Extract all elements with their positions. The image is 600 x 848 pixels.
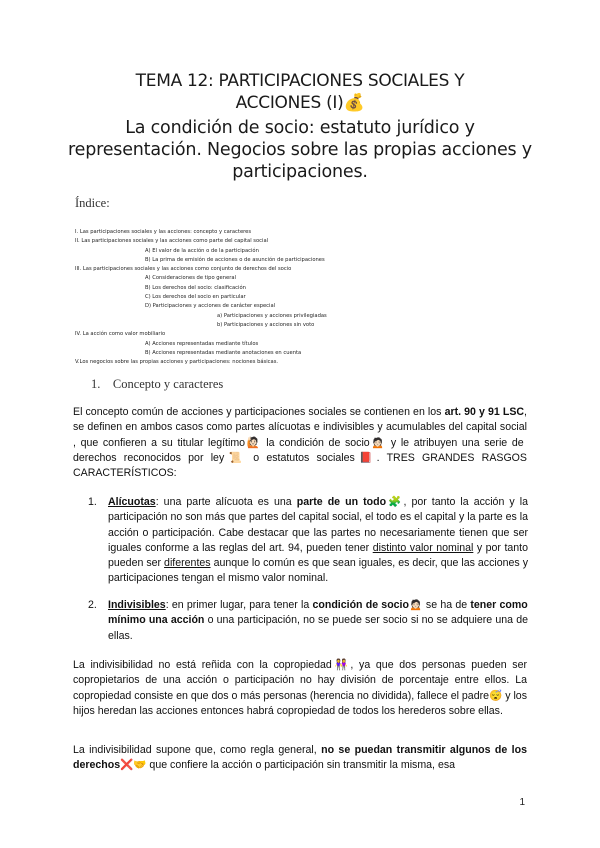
toc-entry: a) Participaciones y acciones privilegiadas: [217, 312, 327, 319]
list-number: 2.: [88, 599, 97, 611]
toc-entry: III. Las participaciones sociales y las acciones como conjunto de derechos del socio: [75, 266, 292, 273]
toc-entry: I. Las participaciones sociales y las acciones: concepto y caracteres: [75, 229, 252, 235]
bold-text: Indivisibles: [108, 599, 166, 611]
list-item-text: [108, 495, 528, 587]
toc-entry: IV. La acción como valor mobiliario: [75, 331, 166, 338]
section-title: Concepto y caracteres: [112, 377, 224, 391]
toc-entry: B) Acciones representadas mediante anotaciones en cuenta: [145, 349, 302, 356]
toc-entry: B) Los derechos del socio: clasificación: [145, 284, 246, 291]
toc-entry: A) El valor de la acción o de la participación: [145, 247, 259, 254]
bold-text: tener como mínimo una acción: [108, 599, 528, 627]
paragraph-text: , se definen en ambos casos como partes alícuotas e indivisibles y acumulables del capital social , que confieren a su titular legítimo🙋🏻 la condición de socio🙍🏻 y le atribuyen una serie de derechos reconocidos por ley📜 o estatutos sociales📕. TRES GRANDES RASGOS CARACTERÍSTICOS:: [73, 406, 527, 480]
toc-entry: b) Participaciones y acciones sin voto: [217, 321, 315, 328]
list-item: [88, 495, 528, 587]
page-number: 1: [519, 797, 525, 808]
title-line-2: ACCIONES (I)💰: [235, 93, 365, 113]
toc-entry: A) Acciones representadas mediante títulos: [145, 340, 259, 347]
bold-text: condición de socio: [312, 599, 409, 611]
bold-text: art. 90 y 91 LSC: [444, 406, 525, 418]
text: : en primer lugar, para tener la: [165, 599, 313, 611]
text: y por tanto pueden ser: [108, 541, 529, 570]
toc-entry: C) Los derechos del socio en particular: [145, 294, 246, 301]
paragraph: [73, 405, 527, 481]
paragraph: La indivisibilidad no está reñida con la copropiedad👭, ya que dos personas pueden ser copropietarios de una acción o participación no hay división de porcentaje entre ellos. La copropiedad consiste en que dos o más personas (herencia no dividida), fallece el padre😴 y los hijos heredan las acciones entonces habrá copropiedad de todos los herederos sobre ellas.: [73, 659, 527, 717]
paragraph: [73, 743, 527, 774]
index-heading: Índice:: [75, 196, 110, 210]
table-of-contents: [75, 228, 535, 367]
document-title: [60, 70, 540, 114]
underlined-text: distinto valor nominal: [372, 541, 474, 554]
text: : una parte alícuota es una: [155, 496, 297, 508]
underlined-text: diferentes: [164, 557, 211, 570]
list-number: 1.: [88, 496, 97, 508]
paragraph-text: El concepto común de acciones y participaciones sociales se contienen en los: [73, 406, 445, 418]
section-heading: [91, 377, 223, 392]
section-number: 1.: [91, 377, 101, 391]
toc-entry: V.Los negocios sobre las propias acciones y participaciones: nociones básicas.: [75, 359, 279, 366]
bold-text: Alícuotas: [108, 496, 156, 508]
title-line-1: TEMA 12: PARTICIPACIONES SOCIALES Y: [135, 71, 465, 91]
bold-text: no se puedan transmitir algunos de los derechos: [73, 744, 527, 772]
toc-entry: B) La prima de emisión de acciones o de asunción de participaciones: [145, 256, 325, 263]
text: ❌🤝 que confiere la acción o participación sin transmitir la misma, esa: [120, 759, 456, 772]
document-subtitle: La condición de socio: estatuto jurídico y representación. Negocios sobre las propias acciones y participaciones.: [68, 118, 532, 182]
text: 🧩, por tanto la acción y la participación no son más que partes del capital social, el todo es el capital y la parte es la acción o participación. Cabe destacar que las partes no necesariamente tienen que ser iguales conforme a las reglas del art. 94, pueden tener: [108, 496, 528, 554]
toc-entry: D) Participaciones y acciones de carácter especial: [145, 303, 276, 310]
text: o una participación, no se puede ser socio si no se adquiere una de ellas.: [108, 614, 528, 642]
toc-entry: II. Las participaciones sociales y las acciones como parte del capital social: [75, 238, 269, 245]
text: La indivisibilidad supone que, como regla general,: [73, 744, 322, 756]
list-item: [88, 598, 528, 644]
toc-entry: A) Consideraciones de tipo general: [145, 275, 236, 282]
bold-text: parte de un todo: [296, 496, 387, 508]
list-item-text: [108, 598, 528, 644]
text: aunque lo común es que sean iguales, es decir, que las acciones y participaciones tengan el mismo valor nominal.: [108, 557, 528, 585]
text: 🙍🏻 se ha de: [408, 599, 471, 611]
